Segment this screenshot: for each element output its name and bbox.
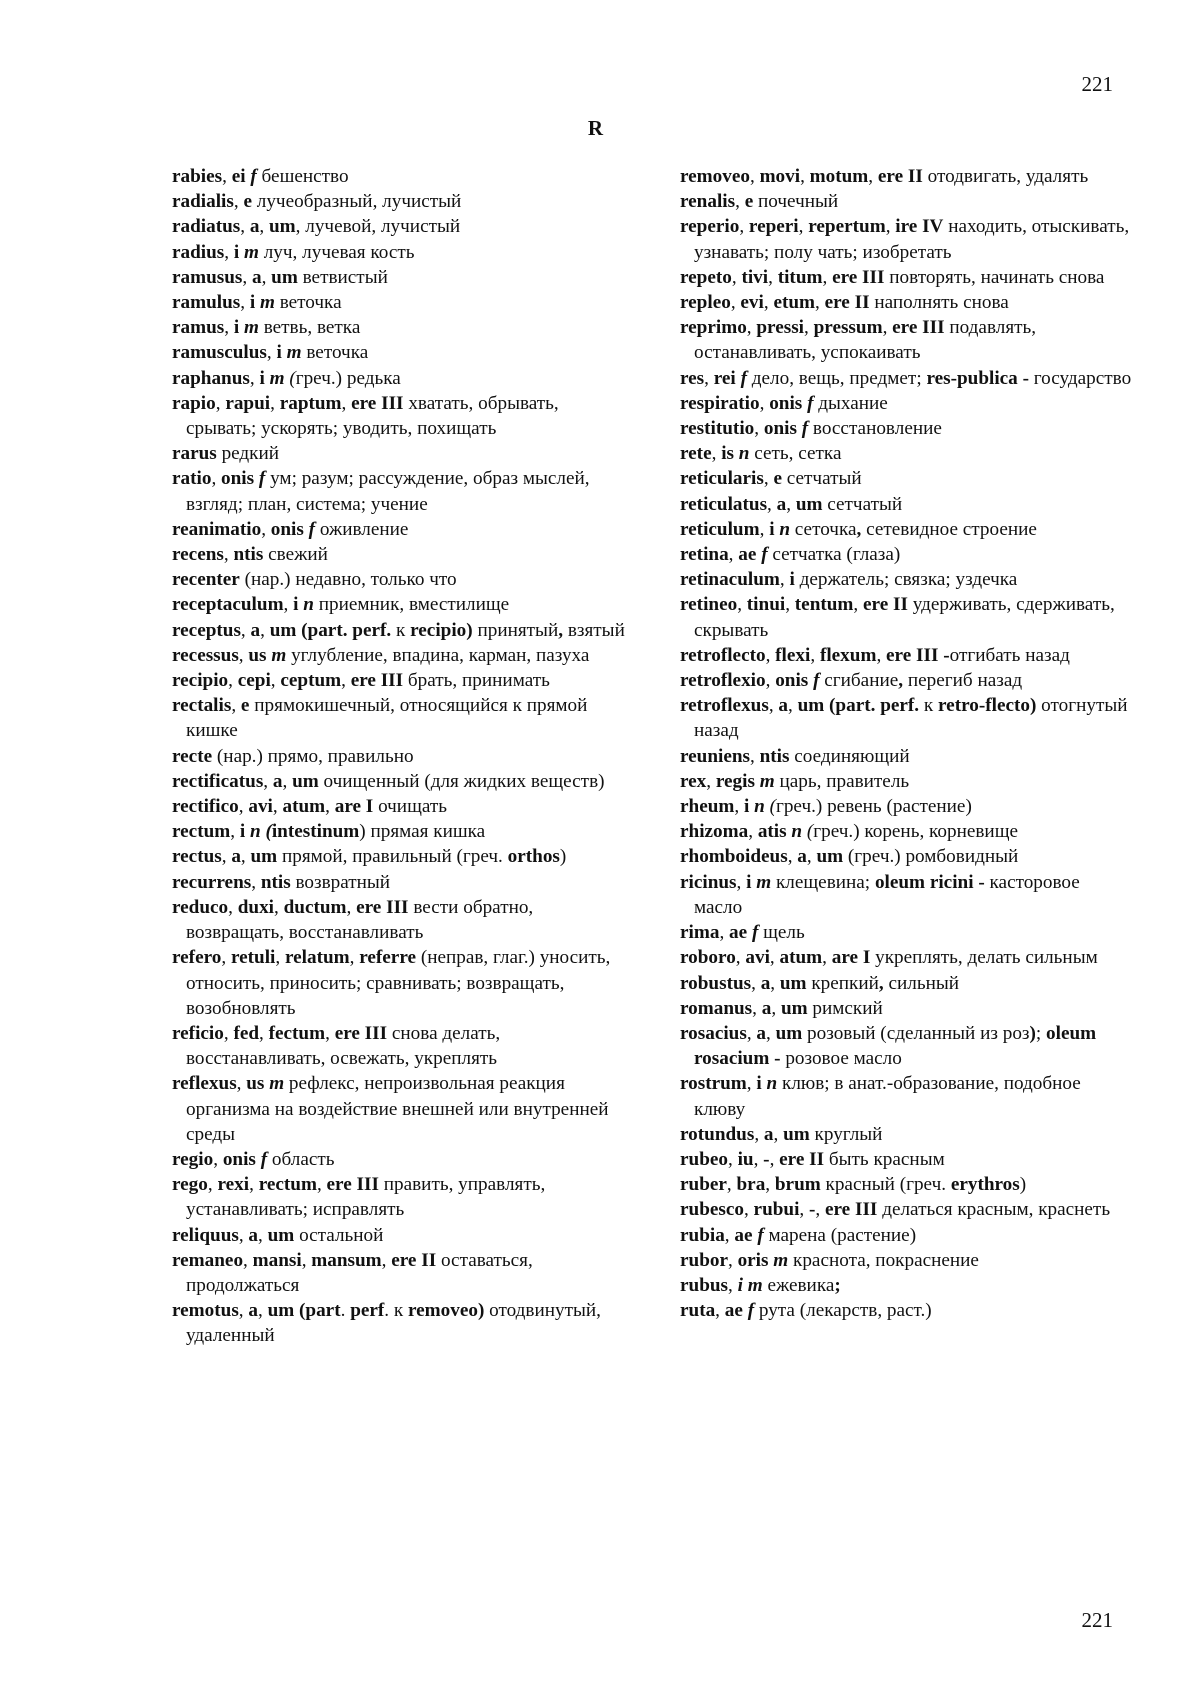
dictionary-entry: ramusus, a, um ветвистый bbox=[172, 266, 388, 288]
dictionary-entry: retroflexus, a, um (part. perf. к retro-flecto) отогнутый назад bbox=[680, 695, 1128, 742]
dictionary-entry: repeto, tivi, titum, ere III повторять, начинать снова bbox=[680, 266, 1105, 288]
dictionary-entry: receptaculum, i n приемник, вместилище bbox=[172, 594, 510, 616]
dictionary-entry: rubeo, iu, -, ere II быть красным bbox=[680, 1148, 945, 1170]
dictionary-entry: reanimatio, onis f оживление bbox=[172, 518, 409, 540]
dictionary-entry: rubus, i m ежевика; bbox=[680, 1274, 841, 1296]
dictionary-entry: rhomboideus, a, um (греч.) ромбовидный bbox=[680, 846, 1019, 868]
dictionary-entry: res, rei f дело, вещь, предмет; res-publica - государство bbox=[680, 367, 1132, 389]
dictionary-entry: repleo, evi, etum, ere II наполнять снова bbox=[680, 292, 1009, 314]
dictionary-entry: roboro, avi, atum, are I укреплять, делать сильным bbox=[680, 947, 1098, 969]
dictionary-entry: rapio, rapui, raptum, ere III хватать, обрывать, срывать; ускорять; уводить, похищать bbox=[172, 392, 559, 440]
dictionary-entry: rectalis, e прямокишечный, относящийся к прямой кишке bbox=[172, 695, 588, 742]
dictionary-entry: ratio, onis f ум; разум; рассуждение, образ мыслей, взгляд; план, система; учение bbox=[172, 468, 590, 515]
dictionary-entry: reliquus, a, um остальной bbox=[172, 1224, 384, 1246]
dictionary-entry: removeo, movi, motum, ere II отодвигать, удалять bbox=[680, 166, 1089, 187]
dictionary-entry: regio, onis f область bbox=[172, 1148, 335, 1170]
dictionary-entry: rheum, i n (греч.) ревень (растение) bbox=[680, 796, 972, 818]
dictionary-entry: recens, ntis свежий bbox=[172, 544, 328, 566]
left-column bbox=[172, 164, 627, 1349]
dictionary-entry: reticulum, i n сеточка, сетевидное строение bbox=[680, 518, 1037, 540]
dictionary-entry: radius, i m луч, лучевая кость bbox=[172, 241, 415, 263]
dictionary-entry: radialis, e лучеобразный, лучистый bbox=[172, 191, 462, 213]
dictionary-entry: rotundus, a, um круглый bbox=[680, 1123, 883, 1145]
dictionary-entry: rubor, oris m краснота, покраснение bbox=[680, 1249, 979, 1271]
dictionary-entry: rubia, ae f марена (растение) bbox=[680, 1224, 917, 1246]
dictionary-entry: refero, retuli, relatum, referre (неправ, глаг.) уносить, относить, приносить; сравнивать; возвращать, возобновлять bbox=[172, 947, 611, 1019]
dictionary-entry: retineo, tinui, tentum, ere II удерживать, сдерживать, скрывать bbox=[680, 594, 1115, 641]
page-number-bottom: 221 bbox=[1081, 1608, 1113, 1632]
dictionary-entry: reticulatus, a, um сетчатый bbox=[680, 493, 903, 515]
dictionary-entry: reduco, duxi, ductum, ere III вести обратно, возвращать, восстанавливать bbox=[172, 896, 534, 944]
dictionary-entry: retroflexio, onis f сгибание, перегиб назад bbox=[680, 670, 1023, 692]
dictionary-entry: recessus, us m углубление, впадина, карман, пазуха bbox=[172, 644, 590, 666]
dictionary-entry: rima, ae f щель bbox=[680, 922, 805, 944]
dictionary-entry: rosacius, a, um розовый (сделанный из роз); oleum rosacium - розовое масло bbox=[680, 1022, 1097, 1070]
dictionary-entry: romanus, a, um римский bbox=[680, 997, 883, 1019]
dictionary-entry: recenter (нар.) недавно, только что bbox=[172, 569, 457, 591]
dictionary-entry: rex, regis m царь, правитель bbox=[680, 770, 910, 792]
dictionary-entry: remotus, a, um (part. perf. к removeo) отодвинутый, удаленный bbox=[172, 1300, 601, 1347]
dictionary-entry: restitutio, onis f восстановление bbox=[680, 418, 942, 440]
dictionary-entry: rubesco, rubui, -, ere III делаться красным, краснеть bbox=[680, 1199, 1111, 1221]
dictionary-entry: reuniens, ntis соединяющий bbox=[680, 745, 910, 767]
dictionary-entry: reficio, fed, fectum, ere III снова делать, восстанавливать, освежать, укреплять bbox=[172, 1022, 501, 1070]
dictionary-entry: ramulus, i m веточка bbox=[172, 292, 342, 314]
page-number-top: 221 bbox=[1081, 72, 1113, 96]
dictionary-entry: robustus, a, um крепкий, сильный bbox=[680, 972, 960, 994]
dictionary-entry: reticularis, e сетчатый bbox=[680, 468, 862, 490]
dictionary-entry: radiatus, a, um, лучевой, лучистый bbox=[172, 216, 461, 238]
dictionary-entry: retinaculum, i держатель; связка; уздечка bbox=[680, 569, 1018, 591]
dictionary-entry: rete, is n сеть, сетка bbox=[680, 443, 842, 465]
dictionary-entry: rabies, ei f бешенство bbox=[172, 166, 349, 187]
dictionary-entry: rarus редкий bbox=[172, 443, 280, 465]
dictionary-entry: receptus, a, um (part. perf. к recipio) принятый, взятый bbox=[172, 619, 625, 641]
dictionary-entry: reflexus, us m рефлекс, непроизвольная реакция организма на воздействие внешней или внутренней среды bbox=[172, 1073, 609, 1145]
dictionary-entry: renalis, e почечный bbox=[680, 191, 839, 213]
dictionary-entry: ramus, i m ветвь, ветка bbox=[172, 317, 361, 339]
dictionary-entry: ruta, ae f рута (лекарств, раст.) bbox=[680, 1300, 932, 1322]
dictionary-entry: rectus, a, um прямой, правильный (греч. orthos) bbox=[172, 846, 567, 868]
dictionary-entry: remaneo, mansi, mansum, ere II оставаться, продолжаться bbox=[172, 1249, 533, 1296]
dictionary-entry: rostrum, i n клюв; в анат.-образование, подобное клюву bbox=[680, 1073, 1081, 1120]
dictionary-entry: retroflecto, flexi, flexum, ere III -отгибать назад bbox=[680, 644, 1070, 666]
section-letter: R bbox=[587, 116, 604, 140]
dictionary-entry: rego, rexi, rectum, ere III править, управлять, устанавливать; исправлять bbox=[172, 1174, 546, 1221]
dictionary-entry: respiratio, onis f дыхание bbox=[680, 392, 888, 414]
dictionary-entry: rectifico, avi, atum, are I очищать bbox=[172, 796, 448, 818]
dictionary-entry: raphanus, i m (греч.) редька bbox=[172, 367, 401, 389]
dictionary-entry: rhizoma, atis n (греч.) корень, корневище bbox=[680, 821, 1018, 843]
dictionary-entry: ruber, bra, brum красный (греч. erythros) bbox=[680, 1174, 1027, 1196]
dictionary-entry: reperio, reperi, repertum, ire IV находить, отыскивать, узнавать; полу чать; изобретать bbox=[680, 216, 1130, 263]
dictionary-entry: recipio, cepi, ceptum, ere III брать, принимать bbox=[172, 670, 550, 692]
dictionary-entry: rectum, i n (intestinum) прямая кишка bbox=[172, 821, 486, 843]
dictionary-entry: ricinus, i m клещевина; oleum ricini - касторовое масло bbox=[680, 871, 1080, 918]
dictionary-entry: reprimo, pressi, pressum, ere III подавлять, останавливать, успокаивать bbox=[680, 317, 1037, 364]
dictionary-entry: retina, ae f сетчатка (глаза) bbox=[680, 544, 901, 566]
right-column bbox=[680, 164, 1132, 1323]
dictionary-entry: rectificatus, a, um очищенный (для жидких веществ) bbox=[172, 770, 605, 792]
dictionary-entry: recurrens, ntis возвратный bbox=[172, 871, 391, 893]
dictionary-entry: recte (нар.) прямо, правильно bbox=[172, 745, 414, 767]
dictionary-entry: ramusculus, i m веточка bbox=[172, 342, 369, 364]
